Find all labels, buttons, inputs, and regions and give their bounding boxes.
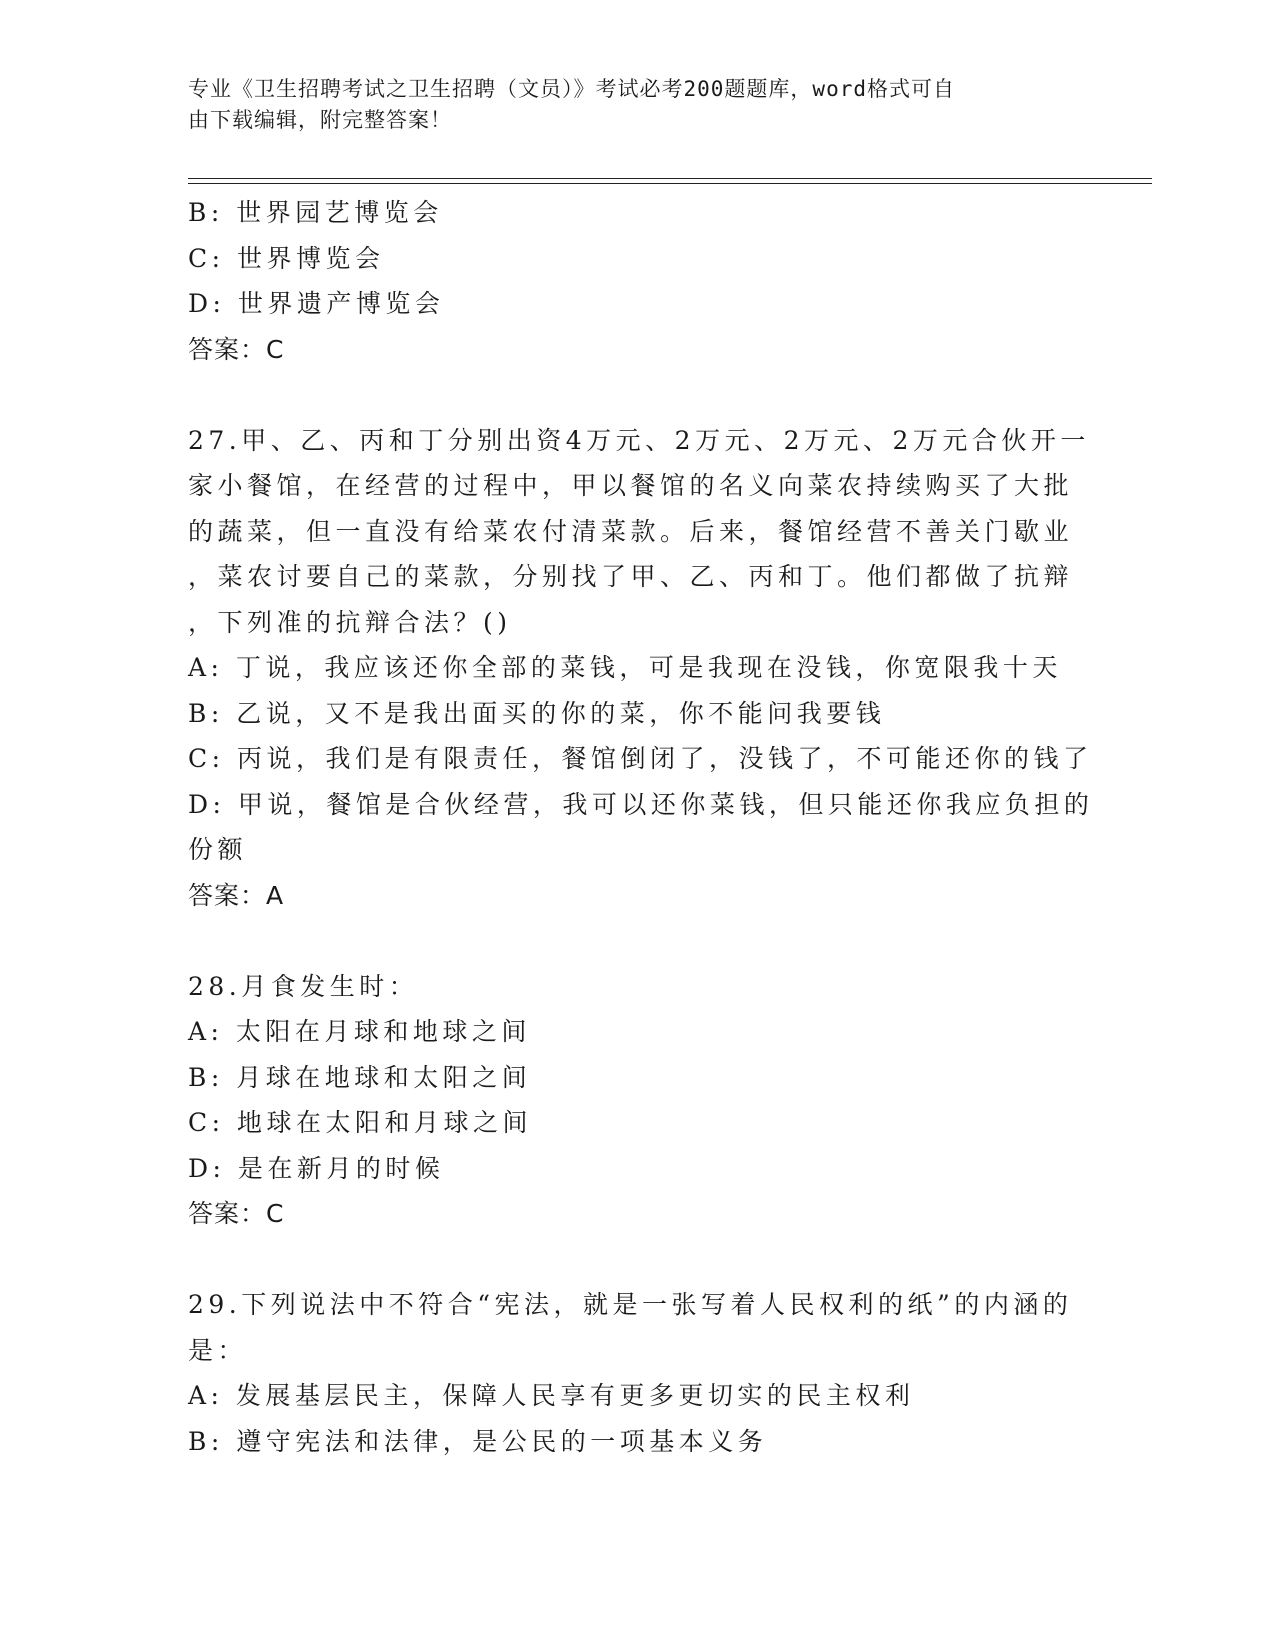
option-a: A: 丁说，我应该还你全部的菜钱，可是我现在没钱，你宽限我十天 bbox=[188, 653, 1062, 682]
option-b: B: 遵守宪法和法律，是公民的一项基本义务 bbox=[188, 1426, 768, 1456]
header-line-2: 由下载编辑，附完整答案！ bbox=[188, 108, 452, 132]
answer: 答案：C bbox=[188, 1199, 285, 1228]
option-b: B: 世界园艺博览会 bbox=[188, 198, 443, 227]
option-a: A: 发展基层民主，保障人民享有更多更切实的民主权利 bbox=[188, 1381, 915, 1410]
option-d-continued: 份额 bbox=[188, 835, 248, 864]
question-27 bbox=[188, 418, 1094, 919]
option-c: C: 世界博览会 bbox=[188, 243, 385, 273]
option-b: B: 月球在地球和太阳之间 bbox=[188, 1062, 532, 1092]
question-list bbox=[188, 190, 1094, 1464]
question-stem-line: 是： bbox=[188, 1335, 248, 1365]
question-stem-line: 的蔬菜，但一直没有给菜农付清菜款。后来，餐馆经营不善关门歇业 bbox=[188, 516, 1074, 546]
question-28 bbox=[188, 964, 1088, 1237]
question-stem: 28.月食发生时： bbox=[188, 971, 419, 1001]
spacer bbox=[188, 918, 1088, 964]
question-stem-line: 27.甲、乙、丙和丁分别出资4万元、2万元、2万元、2万元合伙开一 bbox=[188, 425, 1090, 455]
question-stem-line: ，下列准的抗辩合法？() bbox=[188, 607, 512, 637]
option-d: D: 是在新月的时候 bbox=[188, 1153, 445, 1183]
option-d: D: 世界遗产博览会 bbox=[188, 289, 445, 318]
document-header bbox=[188, 74, 1068, 136]
option-c: C: 地球在太阳和月球之间 bbox=[188, 1108, 532, 1137]
question-stem-line: 家小餐馆，在经营的过程中，甲以餐馆的名义向菜农持续购买了大批 bbox=[188, 471, 1074, 500]
header-divider-bottom bbox=[188, 183, 1152, 184]
header-divider-top bbox=[188, 178, 1152, 179]
question-stem-line: ，菜农讨要自己的菜款，分别找了甲、乙、丙和丁。他们都做了抗辩 bbox=[188, 562, 1074, 591]
option-a: A: 太阳在月球和地球之间 bbox=[188, 1017, 531, 1046]
header-line-1: 专业《卫生招聘考试之卫生招聘（文员）》考试必考200题题库，word格式可自 bbox=[188, 77, 955, 101]
option-c: C: 丙说，我们是有限责任，餐馆倒闭了，没钱了，不可能还你的钱了 bbox=[188, 744, 1093, 773]
question-stem-line: 29.下列说法中不符合“宪法，就是一张写着人民权利的纸”的内涵的 bbox=[188, 1290, 1073, 1319]
option-b: B: 乙说，又不是我出面买的你的菜，你不能问我要钱 bbox=[188, 698, 886, 728]
spacer bbox=[188, 1237, 1088, 1283]
spacer bbox=[188, 372, 1088, 418]
answer: 答案：C bbox=[188, 334, 285, 364]
question-29 bbox=[188, 1282, 1088, 1464]
question-26 bbox=[188, 190, 1088, 372]
option-d: D: 甲说，餐馆是合伙经营，我可以还你菜钱，但只能还你我应负担的 bbox=[188, 789, 1094, 819]
answer: 答案：A bbox=[188, 880, 285, 910]
